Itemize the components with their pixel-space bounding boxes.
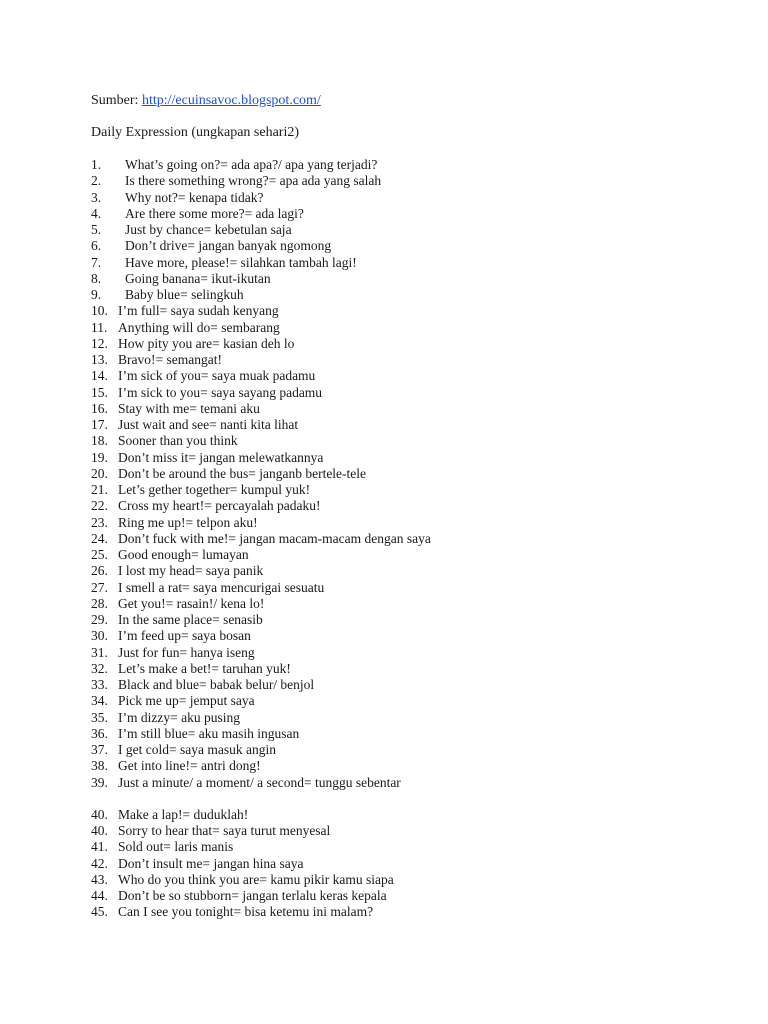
item-number: 12. [91, 335, 108, 351]
list-item [91, 856, 711, 872]
item-number: 13. [91, 352, 108, 367]
source-label: Sumber: [91, 93, 142, 108]
list-item [91, 417, 711, 433]
item-text: Let’s make a bet!= taruhan yuk! [118, 660, 291, 676]
item-text: Don’t drive= jangan banyak ngomong [125, 238, 332, 254]
item-number: 6. [91, 238, 102, 254]
list-item [91, 823, 711, 839]
item-number: 38. [91, 758, 108, 774]
list-item [91, 547, 711, 563]
item-number: 43. [91, 871, 108, 887]
item-text: Are there some more?= ada lagi? [125, 205, 304, 221]
list-item [91, 352, 711, 368]
document-title: Daily Expression (ungkapan sehari2) [91, 125, 299, 140]
list-item [91, 775, 711, 791]
list-item [91, 677, 711, 693]
source-link[interactable]: http://ecuinsavoc.blogspot.com/ [141, 93, 321, 108]
item-text: Bravo!= semangat! [118, 352, 222, 367]
list-item [91, 596, 711, 612]
item-text: Sooner than you think [118, 433, 238, 449]
list-item [91, 726, 711, 742]
item-number: 31. [91, 644, 108, 660]
list-item [91, 466, 711, 482]
list-item [91, 498, 711, 514]
list-item [91, 238, 711, 254]
item-number: 22. [91, 498, 108, 514]
item-text: Cross my heart!= percayalah padaku! [118, 498, 321, 514]
list-item [91, 693, 711, 709]
item-text: In the same place= senasib [118, 612, 263, 627]
item-number: 8. [91, 270, 102, 286]
item-text: I’m dizzy= aku pusing [118, 709, 240, 725]
item-number: 40. [91, 823, 108, 838]
item-text: Just by chance= kebetulan saja [125, 222, 292, 237]
item-number: 17. [91, 417, 108, 432]
item-number: 10. [91, 303, 108, 319]
list-item [91, 888, 711, 904]
item-text: Stay with me= temani aku [118, 400, 260, 416]
item-text: I lost my head= saya panik [118, 563, 264, 579]
item-number: 39. [91, 774, 108, 790]
item-number: 27. [91, 579, 108, 595]
item-text: Don’t be around the bus= janganb bertele-tele [118, 465, 367, 481]
item-number: 3. [91, 189, 102, 205]
item-text: Good enough= lumayan [118, 547, 249, 562]
item-text: What’s going on?= ada apa?/ apa yang terjadi? [125, 157, 378, 172]
item-text: Get into line!= antri dong! [118, 758, 261, 774]
list-item [91, 336, 711, 352]
item-number: 24. [91, 530, 108, 546]
item-text: Going banana= ikut-ikutan [125, 270, 271, 286]
item-number: 4. [91, 205, 102, 221]
source-line [91, 92, 321, 110]
item-text: Let’s gether together= kumpul yuk! [118, 482, 311, 497]
list-gap [91, 791, 711, 807]
expression-list [91, 157, 711, 921]
item-number: 7. [91, 254, 102, 270]
item-text: Black and blue= babak belur/ benjol [118, 677, 315, 692]
item-number: 36. [91, 725, 108, 741]
item-number: 16. [91, 400, 108, 416]
item-text: I’m full= saya sudah kenyang [118, 303, 279, 319]
item-text: I smell a rat= saya mencurigai sesuatu [118, 579, 325, 595]
list-item [91, 368, 711, 384]
item-text: Don’t insult me= jangan hina saya [118, 855, 304, 871]
item-number: 5. [91, 222, 102, 237]
item-number: 14. [91, 368, 108, 384]
item-number: 44. [91, 888, 108, 903]
item-text: Don’t miss it= jangan melewatkannya [118, 449, 324, 465]
list-item [91, 807, 711, 823]
item-number: 32. [91, 660, 108, 676]
item-text: Don’t be so stubborn= jangan terlalu keras kepala [118, 888, 387, 903]
item-number: 42. [91, 855, 108, 871]
item-number: 34. [91, 693, 108, 709]
item-number: 19. [91, 449, 108, 465]
list-item [91, 645, 711, 661]
item-number: 26. [91, 563, 108, 579]
list-item [91, 904, 711, 920]
item-text: Just wait and see= nanti kita lihat [118, 417, 299, 432]
item-text: Baby blue= selingkuh [125, 287, 244, 302]
list-item [91, 206, 711, 222]
list-item [91, 742, 711, 758]
item-text: Who do you think you are= kamu pikir kamu siapa [118, 871, 394, 887]
item-number: 18. [91, 433, 108, 449]
item-text: Is there something wrong?= apa ada yang salah [125, 173, 382, 189]
item-number: 21. [91, 482, 108, 497]
item-number: 37. [91, 742, 108, 757]
item-text: How pity you are= kasian deh lo [118, 335, 295, 351]
item-number: 25. [91, 547, 108, 562]
list-item [91, 563, 711, 579]
item-text: I’m sick to you= saya sayang padamu [118, 384, 323, 400]
list-item [91, 222, 711, 238]
item-number: 41. [91, 839, 108, 855]
item-number: 29. [91, 612, 108, 627]
list-item [91, 482, 711, 498]
item-number: 2. [91, 173, 102, 189]
item-number: 9. [91, 287, 102, 302]
item-text: Pick me up= jemput saya [118, 693, 255, 709]
list-item [91, 612, 711, 628]
item-number: 30. [91, 628, 108, 644]
item-number: 23. [91, 514, 108, 530]
list-item [91, 531, 711, 547]
list-item [91, 190, 711, 206]
list-item [91, 661, 711, 677]
item-text: Just a minute/ a moment/ a second= tunggu sebentar [118, 774, 401, 790]
item-number: 15. [91, 384, 108, 400]
item-text: Sorry to hear that= saya turut menyesal [118, 823, 331, 838]
item-text: I’m sick of you= saya muak padamu [118, 368, 316, 384]
item-number: 33. [91, 677, 108, 692]
item-text: I get cold= saya masuk angin [118, 742, 276, 757]
list-item [91, 628, 711, 644]
list-item [91, 872, 711, 888]
list-item [91, 580, 711, 596]
item-number: 28. [91, 595, 108, 611]
item-text: Anything will do= sembarang [118, 319, 280, 335]
item-text: Can I see you tonight= bisa ketemu ini malam? [118, 904, 374, 920]
item-text: I’m feed up= saya bosan [118, 628, 251, 644]
item-number: 20. [91, 465, 108, 481]
item-number: 35. [91, 709, 108, 725]
item-text: Don’t fuck with me!= jangan macam-macam dengan saya [118, 530, 431, 546]
list-item [91, 433, 711, 449]
item-text: Get you!= rasain!/ kena lo! [118, 595, 265, 611]
item-text: Have more, please!= silahkan tambah lagi! [125, 254, 357, 270]
list-item [91, 287, 711, 303]
item-number: 11. [91, 319, 108, 335]
list-item [91, 271, 711, 287]
list-item [91, 710, 711, 726]
item-text: Make a lap!= duduklah! [118, 806, 249, 822]
list-item [91, 515, 711, 531]
item-number: 1. [91, 157, 102, 172]
list-item [91, 255, 711, 271]
item-text: Just for fun= hanya iseng [118, 644, 255, 660]
list-item [91, 401, 711, 417]
list-item [91, 450, 711, 466]
list-item [91, 758, 711, 774]
list-item [91, 157, 711, 173]
item-text: Ring me up!= telpon aku! [118, 514, 258, 530]
list-item [91, 385, 711, 401]
item-text: I’m still blue= aku masih ingusan [118, 725, 300, 741]
item-text: Sold out= laris manis [118, 839, 234, 855]
list-item [91, 303, 711, 319]
list-item [91, 839, 711, 855]
item-number: 45. [91, 904, 108, 920]
item-number: 40. [91, 806, 108, 822]
list-item [91, 320, 711, 336]
list-item [91, 173, 711, 189]
item-text: Why not?= kenapa tidak? [125, 189, 264, 205]
